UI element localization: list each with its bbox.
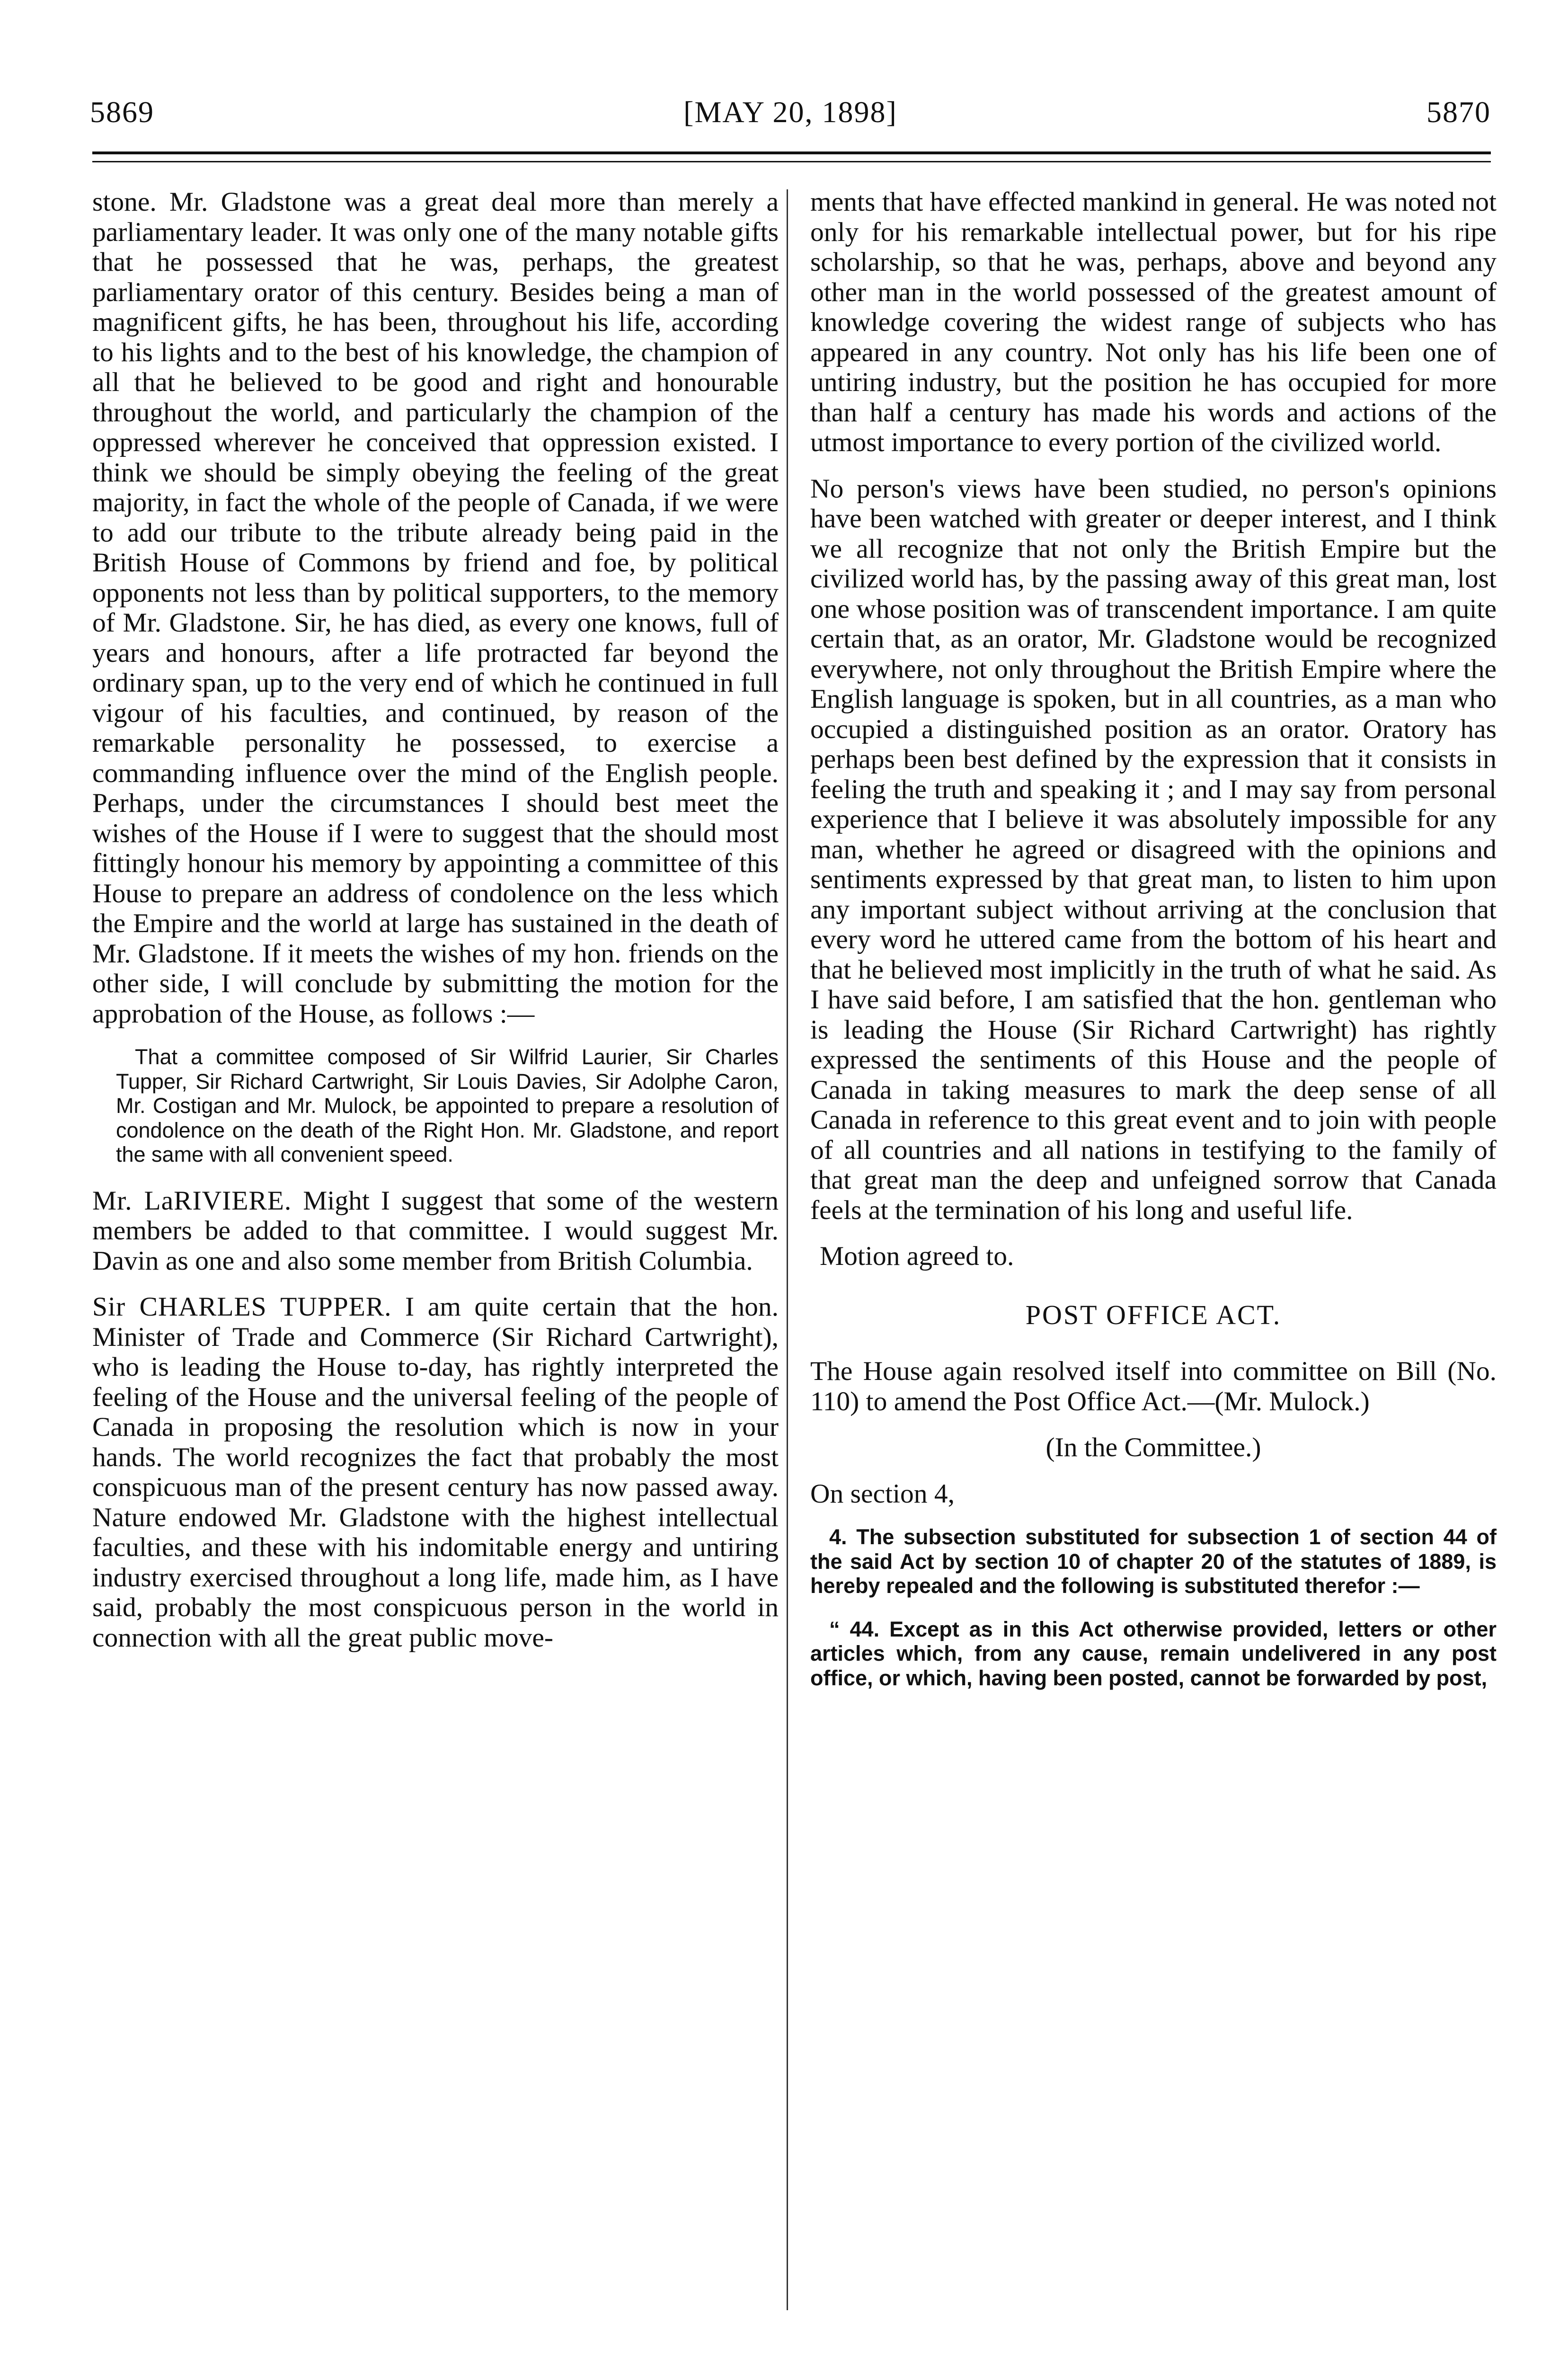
speech-paragraph-lariviere [92,1186,779,1276]
speech-paragraph: No person's views have been studied, no person's opinions have been watched with greater or deeper interest, and I think we all recognize that not only the British Empire but the civilized world has, by the passing away of this great man, lost one whose position was of transcendent importance. I am quite certain that, as an orator, Mr. Gladstone would be recognized everywhere, not only throughout the British Empire where the English language is spoken, but in all countries, as a man who occupied a distinguished position as an orator. Oratory has perhaps been best defined by the expression that it consists in feeling the truth and speaking it ; and I may say from personal experience that I believe it was absolutely impossible for any man, whether he agreed or disagreed with the opinions and sentiments expressed by that great man, to listen to him upon any important subject without arriving at the conclusion that every word he uttered came from the bottom of his heart and that he believed most implicitly in the truth of what he said. As I have said before, I am satisfied that the hon. gentleman who is leading the House (Sir Richard Cartwright) has rightly expressed the sentiments of this House and the people of Canada in taking measures to mark the deep sense of all Canada in reference to this great event and to join with people of all countries and all nations in testifying to the family of that great man the deep and unfeigned sorrow that Canada feels at the termination of his long and useful life. [810,473,1497,1225]
motion-result: Motion agreed to. [820,1241,1014,1271]
right-column [810,187,1497,1709]
speech-text: I am quite certain that the hon. Minister of Trade and Commerce (Sir Richard Cartwright), who is leading the House to-day, has rightly interpreted the feeling of the House and the universal feeling of the people of Canada in proposing the resolution which is now in your hands. The world recognizes the fact that probably the most conspicuous man of the present century has now passed away. Nature endowed Mr. Gladstone with the highest intellectual faculties, and these with his indomitable energy and untiring industry exercised throughout a long life, made him, as I have said, probably the most conspicuous person in the world in connection with all the great public move- [92,1292,779,1653]
committee-paragraph: The House again resolved itself into committee on Bill (No. 110) to amend the Post Office Act.—(Mr. Mulock.) [810,1356,1497,1416]
speech-paragraph: stone. Mr. Gladstone was a great deal more than merely a parliamentary leader. It was only one of the many notable gifts that he possessed that he was, perhaps, the greatest parliamentary orator of this century. Besides being a man of magnificent gifts, he has been, throughout his life, according to his lights and to the best of his knowledge, the champion of all that he believed to be good and right and honourable throughout the world, and particularly the champion of the oppressed wherever he conceived that oppression existed. I think we should be simply obeying the feeling of the great majority, in fact the whole of the people of Canada, if we were to add our tribute to the tribute already being paid in the British House of Commons by friend and foe, by political opponents not less than by political supporters, to the memory of Mr. Gladstone. Sir, he has died, as every one knows, full of years and honours, after a life protracted far beyond the ordinary span, up to the very end of which he continued in full vigour of his faculties, and continued, by reason of the remarkable personality he possessed, to exercise a commanding influence over the mind of the English people. Perhaps, under the circumstances I should best meet the wishes of the House if I were to suggest that the should most fittingly honour his memory by appointing a committee of this House to prepare an address of condolence on the less which the Empire and the world at large has sustained in the death of Mr. Gladstone. If it meets the wishes of my hon. friends on the other side, I will conclude by submitting the motion for the approbation of the House, as follows :— [92,187,779,1029]
section-heading: POST OFFICE ACT. [1025,1299,1282,1330]
left-column [92,187,779,1669]
speech-paragraph: ments that have effected mankind in general. He was noted not only for his remarkable intellectual power, but for his ripe scholarship, so that he was, perhaps, above and beyond any other man in the world possessed of the greatest amount of knowledge covering the widest range of subjects who has appeared in any country. Not only has his life been one of untiring industry, but the position he has occupied for more than half a century has made his words and actions of the utmost importance to every portion of the civilized world. [810,187,1497,457]
committee-note: (In the Committee.) [1045,1433,1261,1462]
page-header [90,95,1491,137]
bill-quote: “ 44. Except as in this Act otherwise provided, letters or other articles which, from any cause, remain undelivered in any post office, or which, having been posted, cannot be forwarded by post, [810,1617,1497,1690]
header-rule-thick [92,151,1491,154]
header-date: [MAY 20, 1898] [683,95,897,129]
page-number-right: 5870 [1426,95,1491,129]
speaker-name: Sir CHARLES TUPPER. [92,1292,392,1322]
bill-clause: 4. The subsection substituted for subsection 1 of section 44 of the said Act by section 10 of chapter 20 of the statutes of 1889, is hereby repealed and the following is substituted therefor :— [810,1525,1497,1598]
column-divider [787,189,788,2310]
motion-text: That a committee composed of Sir Wilfrid Laurier, Sir Charles Tupper, Sir Richard Cartwright, Sir Louis Davies, Sir Adolphe Caron, Mr. Costigan and Mr. Mulock, be appointed to prepare a resolution of condolence on the death of the Right Hon. Mr. Gladstone, and report the same with all convenient speed. [116,1045,779,1166]
speaker-name: Mr. LaRIVIERE. [92,1185,292,1216]
page-number-left: 5869 [90,95,154,129]
header-rule-thin [92,161,1491,162]
speech-text: Might I suggest that some of the western members be added to that committee. I would suggest Mr. Davin as one and also some member from British Columbia. [92,1185,779,1276]
speech-paragraph-tupper [92,1292,779,1653]
section-reference: On section 4, [810,1478,955,1509]
